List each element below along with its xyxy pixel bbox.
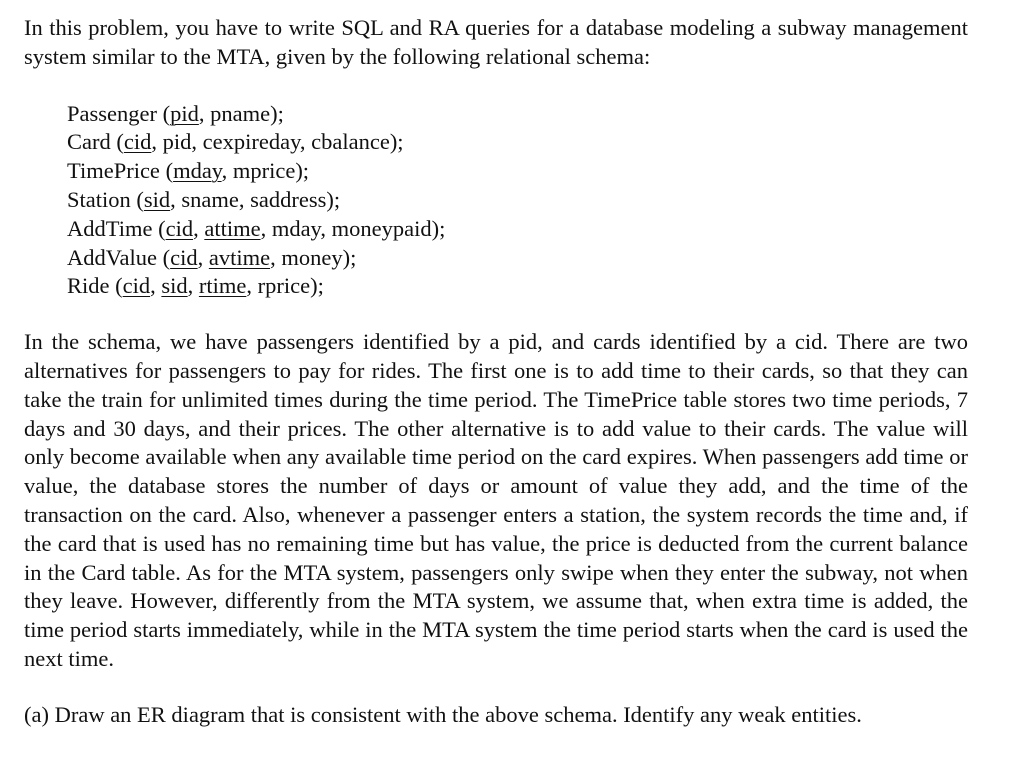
attribute: cbalance <box>311 129 390 155</box>
primary-key-attribute: mday <box>173 158 222 184</box>
schema-relation-station: Station (sid, sname, saddress); <box>67 186 341 212</box>
intro-paragraph: In this problem, you have to write SQL and RA queries for a database modeling a subway management system similar to the MTA, given by the following relational schema: <box>24 15 968 69</box>
primary-key-attribute: attime <box>204 215 261 241</box>
relation-name: Passenger <box>67 100 157 126</box>
relation-name: AddTime <box>67 215 153 241</box>
primary-key-attribute: cid <box>122 273 151 299</box>
schema-relation-ride: Ride (cid, sid, rtime, rprice); <box>67 273 324 299</box>
relation-name: Ride <box>67 273 110 299</box>
attribute: cexpireday <box>202 129 300 155</box>
relation-name: Card <box>67 129 111 155</box>
schema-relation-addtime: AddTime (cid, attime, mday, moneypaid); <box>67 215 446 241</box>
primary-key-attribute: cid <box>170 244 198 270</box>
primary-key-attribute: rtime <box>198 273 247 299</box>
attribute: mday <box>271 215 321 241</box>
attribute: sname <box>181 186 239 212</box>
relation-name: Station <box>67 186 131 212</box>
schema-relation-card: Card (cid, pid, cexpireday, cbalance); <box>67 129 404 155</box>
explanation-paragraph: In the schema, we have passengers identified by a pid, and cards identified by a cid. There are two alternatives for passengers to pay for rides. The first one is to add time to their cards, so that they can take the train for unlimited times during the time period. The TimePrice table stores two time periods, 7 days and 30 days, and their prices. The other alternative is to add value to their cards. The value will only become available when any available time period on the card expires. When passengers add time or value, the database stores the number of days or amount of value they add, and the time of the transaction on the card. Also, whenever a passenger enters a station, the system records the time and, if the card that is used has no remaining time but has value, the price is deducted from the current balance in the Card table. As for the MTA system, passengers only swipe when they enter the subway, not when they leave. However, differently from the MTA system, we assume that, when extra time is added, the time period starts immediately, while in the MTA system the time period starts when the card is used the next time. <box>24 329 968 671</box>
primary-key-attribute: sid <box>161 273 188 299</box>
attribute: money <box>281 244 343 270</box>
primary-key-attribute: pid <box>170 100 199 126</box>
schema-relation-addvalue: AddValue (cid, avtime, money); <box>67 244 357 270</box>
schema-relation-timeprice: TimePrice (mday, mprice); <box>67 158 310 184</box>
question-a: (a) Draw an ER diagram that is consistent with the above schema. Identify any weak entities. <box>24 701 862 727</box>
attribute: moneypaid <box>331 215 432 241</box>
attribute: saddress <box>250 186 327 212</box>
primary-key-attribute: sid <box>143 186 171 212</box>
relation-name: TimePrice <box>67 158 160 184</box>
schema-relation-passenger: Passenger (pid, pname); <box>67 100 284 126</box>
attribute: rprice <box>257 273 311 299</box>
relation-name: AddValue <box>67 244 157 270</box>
document-page <box>24 14 968 730</box>
primary-key-attribute: cid <box>123 129 152 155</box>
primary-key-attribute: cid <box>165 215 194 241</box>
attribute: mprice <box>232 158 296 184</box>
primary-key-attribute: avtime <box>208 244 271 270</box>
attribute: pid <box>162 129 192 155</box>
relational-schema-list <box>67 100 968 302</box>
attribute: pname <box>210 100 271 126</box>
